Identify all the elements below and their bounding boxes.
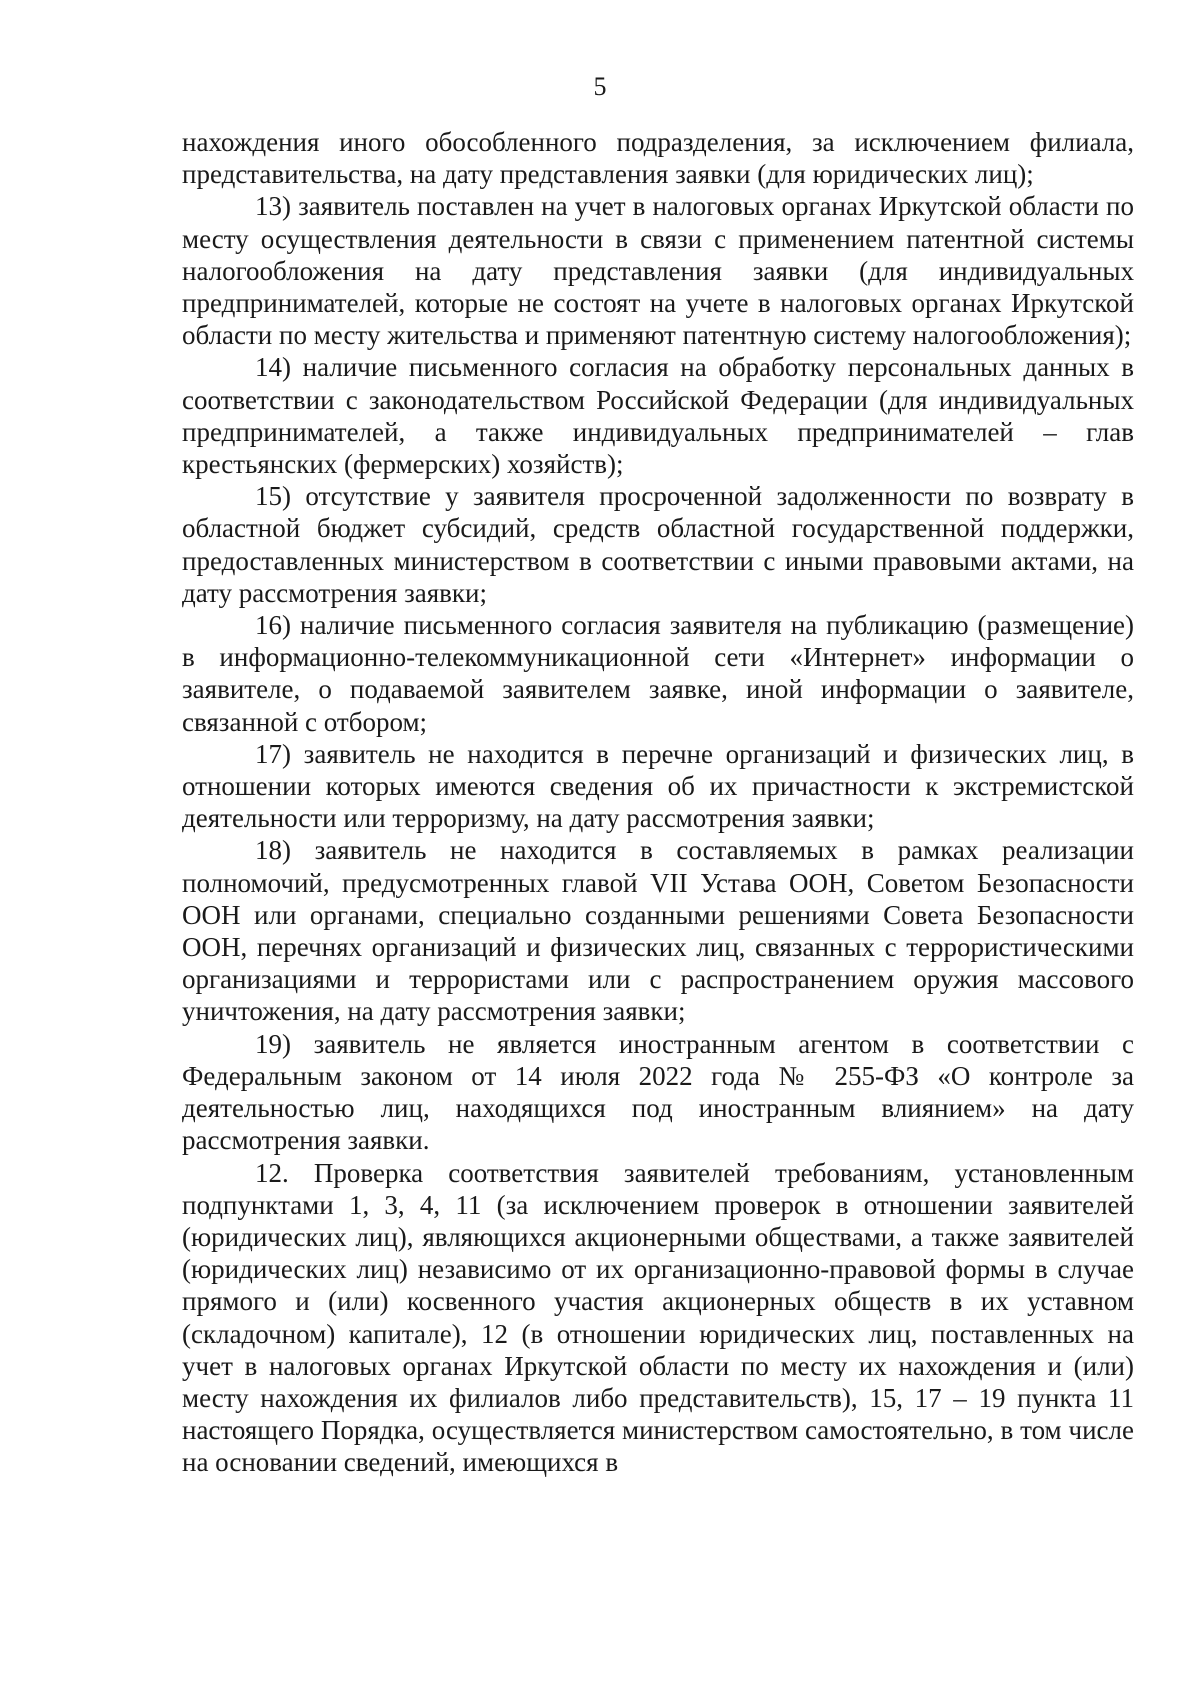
document-body xyxy=(182,126,1134,1479)
paragraph-item-13: 13) заявитель поставлен на учет в налоговых органах Иркутской области по месту осуществления деятельности в связи с применением патентной системы налогообложения на дату представления заявки (для индивидуальных предпринимателей, которые не состоят на учете в налоговых органах Иркутской области по месту жительства и применяют патентную систему налогообложения); xyxy=(182,191,1134,351)
paragraph-section-12: 12. Проверка соответствия заявителей требованиям, установленным подпунктами 1, 3, 4, 11 (за исключением проверок в отношении заявителей (юридических лиц), являющихся акционерными обществами, а также заявителей (юридических лиц) независимо от их организационно-правовой формы в случае прямого и (или) косвенного участия акционерных обществ в их уставном (складочном) капитале), 12 (в отношении юридических лиц, поставленных на учет в налоговых органах Иркутской области по месту их нахождения и (или) месту нахождения их филиалов либо представительств), 15, 17 – 19 пункта 11 настоящего Порядка, осуществляется министерством самостоятельно, в том числе на основании сведений, имеющихся в xyxy=(182,1157,1134,1478)
paragraph-continuation: нахождения иного обособленного подразделения, за исключением филиала, представительства, на дату представления заявки (для юридических лиц); xyxy=(182,127,1134,190)
paragraph-item-19: 19) заявитель не является иностранным агентом в соответствии с Федеральным законом от 14 июля 2022 года № 255-ФЗ «О контроле за деятельностью лиц, находящихся под иностранным влиянием» на дату рассмотрения заявки. xyxy=(182,1028,1134,1156)
paragraph-item-15: 15) отсутствие у заявителя просроченной задолженности по возврату в областной бюджет субсидий, средств областной государственной поддержки, предоставленных министерством в соответствии с иными правовыми актами, на дату рассмотрения заявки; xyxy=(182,481,1134,608)
paragraph-item-18: 18) заявитель не находится в составляемых в рамках реализации полномочий, предусмотренных главой VII Устава ООН, Советом Безопасности ООН или органами, специально созданными решениями Совета Безопасности ООН, перечнях организаций и физических лиц, связанных с террористическими организациями и террористами или с распространением оружия массового уничтожения, на дату рассмотрения заявки; xyxy=(182,835,1134,1027)
page-number: 5 xyxy=(593,72,607,101)
paragraph-item-14: 14) наличие письменного согласия на обработку персональных данных в соответствии с законодательством Российской Федерации (для индивидуальных предпринимателей, а также индивидуальных предпринимателей – глав крестьянских (фермерских) хозяйств); xyxy=(182,352,1134,480)
paragraph-item-17: 17) заявитель не находится в перечне организаций и физических лиц, в отношении которых имеются сведения об их причастности к экстремистской деятельности или терроризму, на дату рассмотрения заявки; xyxy=(182,738,1134,834)
paragraph-item-16: 16) наличие письменного согласия заявителя на публикацию (размещение) в информационно-телекоммуникационной сети «Интернет» информации о заявителе, о подаваемой заявителем заявке, иной информации о заявителе, связанной с отбором; xyxy=(182,610,1134,737)
